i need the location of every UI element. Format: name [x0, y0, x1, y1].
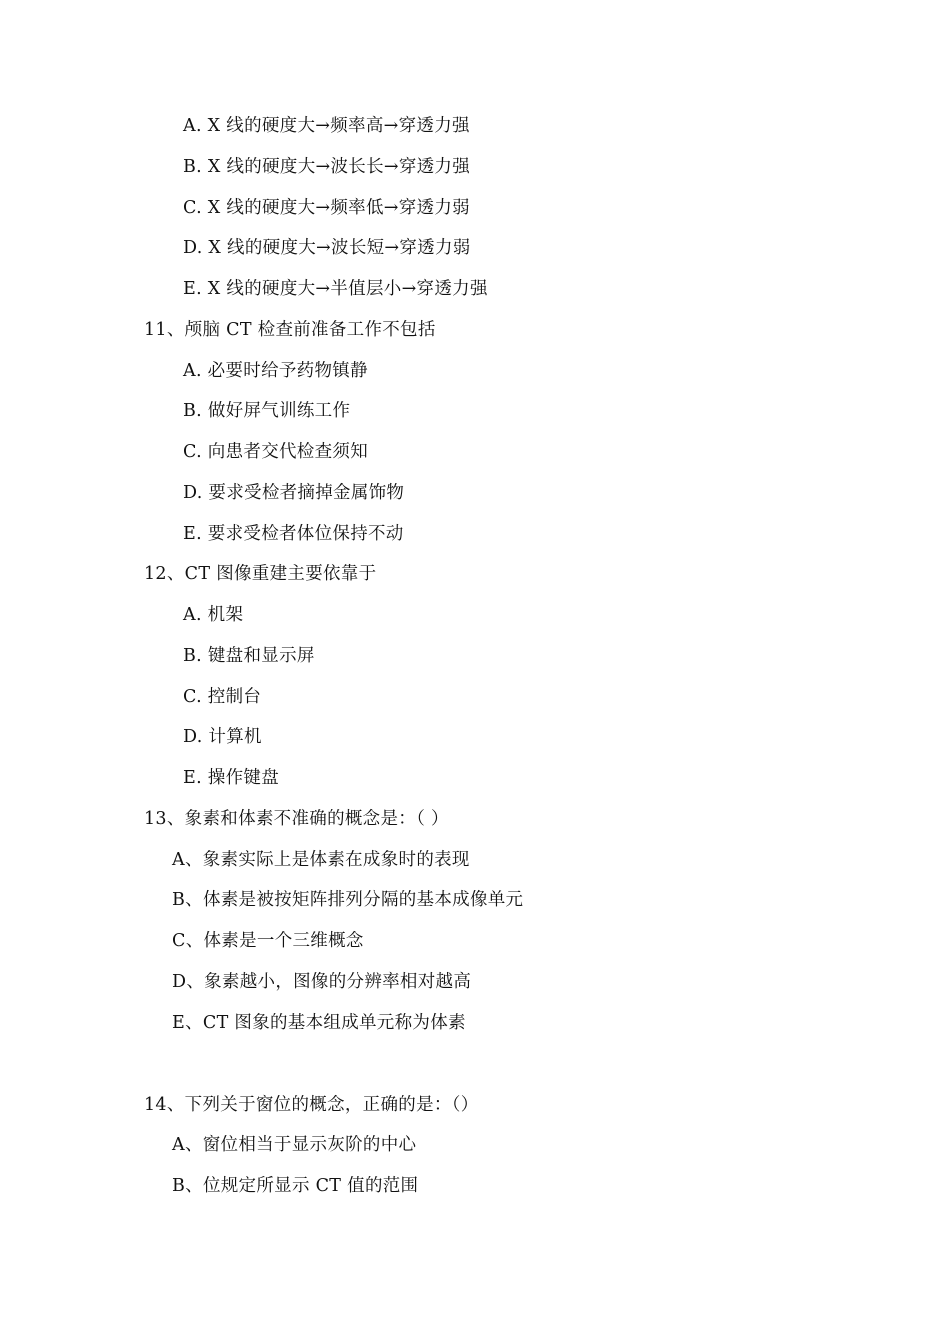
q10-option-a: A. X 线的硬度大→频率高→穿透力强: [183, 116, 470, 136]
q10-option-e: E. X 线的硬度大→半值层小→穿透力强: [183, 279, 488, 299]
q12-option-c: C. 控制台: [183, 687, 262, 707]
q13-option-e: E、CT 图象的基本组成单元称为体素: [172, 1013, 466, 1033]
q10-option-c: C. X 线的硬度大→频率低→穿透力弱: [183, 198, 470, 218]
q13-option-d: D、象素越小，图像的分辨率相对越高: [172, 972, 472, 992]
q12-option-d: D. 计算机: [183, 727, 262, 747]
q11-stem: 11、颅脑 CT 检查前准备工作不包括: [144, 320, 436, 340]
q12-option-a: A. 机架: [183, 605, 244, 625]
q10-option-d: D. X 线的硬度大→波长短→穿透力弱: [183, 238, 471, 258]
q14-option-a: A、窗位相当于显示灰阶的中心: [172, 1135, 417, 1155]
q13-option-c: C、体素是一个三维概念: [172, 931, 364, 951]
q12-option-e: E. 操作键盘: [183, 768, 279, 788]
q12-option-b: B. 键盘和显示屏: [183, 646, 315, 666]
q12-stem: 12、CT 图像重建主要依靠于: [144, 564, 377, 584]
q13-stem: 13、象素和体素不准确的概念是：（ ）: [144, 809, 449, 829]
q11-option-e: E. 要求受检者体位保持不动: [183, 524, 404, 544]
q10-option-b: B. X 线的硬度大→波长长→穿透力强: [183, 157, 471, 177]
q13-option-b: B、体素是被按矩阵排列分隔的基本成像单元: [172, 890, 524, 910]
q13-option-a: A、象素实际上是体素在成象时的表现: [172, 850, 470, 870]
q11-option-b: B. 做好屏气训练工作: [183, 401, 351, 421]
q11-option-a: A. 必要时给予药物镇静: [183, 361, 368, 381]
q11-option-d: D. 要求受检者摘掉金属饰物: [183, 483, 405, 503]
q14-stem: 14、下列关于窗位的概念，正确的是：（）: [144, 1095, 479, 1115]
q11-option-c: C. 向患者交代检查须知: [183, 442, 368, 462]
q14-option-b: B、位规定所显示 CT 值的范围: [172, 1176, 419, 1196]
